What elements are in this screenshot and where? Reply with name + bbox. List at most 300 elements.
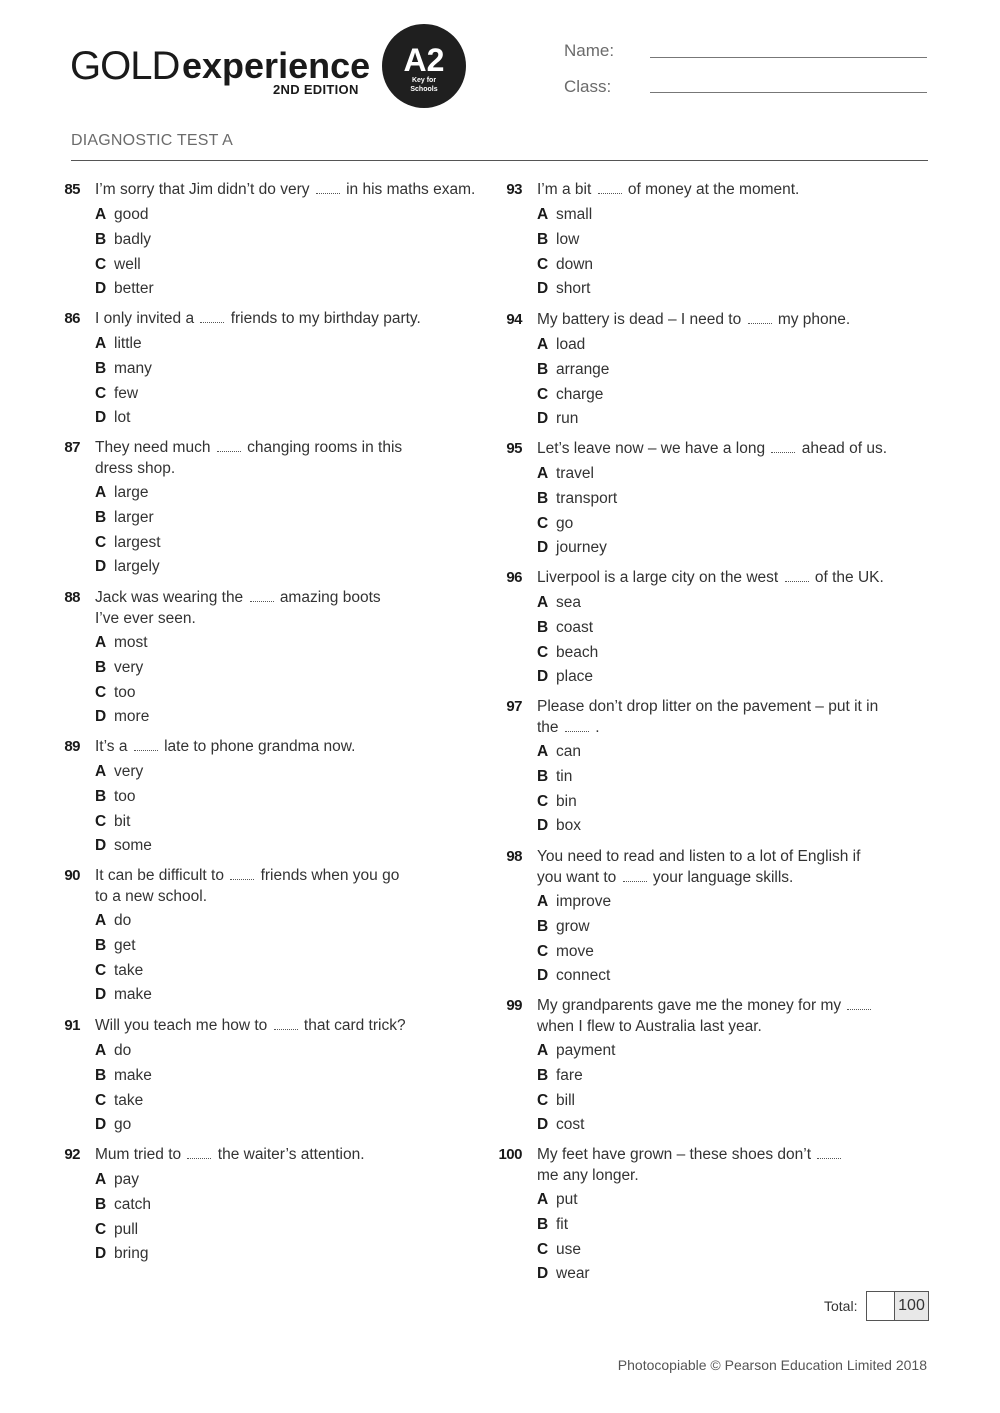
question-text-after: friends to my birthday party. xyxy=(230,310,421,327)
option-letter: C xyxy=(95,961,107,979)
option-letter: C xyxy=(537,514,549,532)
option-letter: D xyxy=(95,280,107,298)
question-text xyxy=(95,309,490,330)
answer-blank[interactable] xyxy=(134,738,158,751)
option-letter: C xyxy=(537,255,549,273)
question-number: 93 xyxy=(506,181,522,198)
question-number: 94 xyxy=(506,311,522,328)
option-letter: C xyxy=(95,812,107,830)
question-85 xyxy=(0,180,500,310)
option-text: bill xyxy=(556,1091,575,1109)
question-89 xyxy=(0,737,500,867)
question-text xyxy=(537,697,932,738)
edition-label: 2ND EDITION xyxy=(273,82,359,97)
option-letter: B xyxy=(95,359,107,377)
answer-blank[interactable] xyxy=(565,719,589,732)
option-letter: C xyxy=(95,255,107,273)
question-text-before: You need to read and listen to a lot of English if xyxy=(537,848,861,865)
question-text xyxy=(95,1016,490,1037)
question-text-after: changing rooms in this xyxy=(247,439,403,456)
option-d[interactable] xyxy=(537,667,593,687)
option-letter: D xyxy=(537,1116,549,1134)
question-text-after: in his maths exam. xyxy=(346,181,476,198)
option-text: take xyxy=(114,961,144,979)
option-a[interactable] xyxy=(537,1041,615,1061)
question-text-line2: when I flew to Australia last year. xyxy=(537,1017,762,1035)
question-number: 86 xyxy=(64,310,80,327)
option-c[interactable] xyxy=(95,533,161,553)
question-97 xyxy=(442,697,942,835)
option-letter: C xyxy=(537,385,549,403)
logo-experience-text: experience xyxy=(182,45,371,86)
question-text-after: that card trick? xyxy=(303,1017,406,1034)
option-letter: D xyxy=(95,986,107,1004)
question-text-before: Will you teach me how to xyxy=(95,1017,268,1034)
option-letter: A xyxy=(537,743,549,760)
option-c[interactable] xyxy=(537,514,573,534)
option-text: do xyxy=(114,1042,132,1059)
option-a[interactable] xyxy=(537,892,611,912)
option-text: pull xyxy=(114,1220,139,1238)
question-number: 88 xyxy=(64,589,80,606)
option-text: most xyxy=(114,634,148,651)
option-text: transport xyxy=(556,489,618,507)
option-text: do xyxy=(114,912,132,929)
option-a[interactable] xyxy=(95,1170,139,1190)
option-c[interactable] xyxy=(95,812,130,832)
option-text: box xyxy=(556,817,581,835)
option-a[interactable] xyxy=(537,593,581,613)
option-letter: C xyxy=(537,942,549,960)
question-text-after: friends when you go xyxy=(260,867,400,884)
option-b[interactable] xyxy=(537,489,617,509)
question-text-after: the waiter’s attention. xyxy=(217,1146,365,1163)
answer-blank[interactable] xyxy=(200,310,224,323)
option-text: well xyxy=(114,255,141,273)
question-text-line2-before: you want to xyxy=(537,868,617,886)
option-d[interactable] xyxy=(95,557,160,577)
option-a[interactable] xyxy=(537,335,585,355)
question-90 xyxy=(0,866,500,1004)
question-text xyxy=(537,180,932,201)
answer-blank[interactable] xyxy=(187,1146,211,1159)
question-text-before: Mum tried to xyxy=(95,1146,182,1163)
option-b[interactable] xyxy=(537,230,579,250)
option-letter: A xyxy=(95,1171,107,1188)
option-text: too xyxy=(114,683,136,701)
option-a[interactable] xyxy=(95,205,148,225)
option-c[interactable] xyxy=(95,1091,143,1111)
question-text-before: I only invited a xyxy=(95,310,195,327)
option-d[interactable] xyxy=(537,966,610,986)
answer-blank[interactable] xyxy=(316,181,340,194)
question-86 xyxy=(0,309,500,439)
question-text-before: They need much xyxy=(95,439,211,456)
question-95 xyxy=(442,439,942,569)
question-text-line2-after: . xyxy=(595,718,600,736)
option-letter: D xyxy=(95,837,107,855)
answer-blank[interactable] xyxy=(274,1017,298,1030)
question-text-before: It’s a xyxy=(95,738,128,755)
option-letter: B xyxy=(537,618,549,636)
question-text-line2-before: the xyxy=(537,718,559,736)
question-93 xyxy=(442,180,942,310)
option-b[interactable] xyxy=(537,1215,568,1235)
option-letter: C xyxy=(95,1220,107,1238)
name-field[interactable] xyxy=(650,57,927,58)
option-letter: D xyxy=(95,1116,107,1134)
total-label: Total: xyxy=(824,1298,858,1314)
option-text: take xyxy=(114,1091,144,1109)
option-text: connect xyxy=(556,967,611,985)
badge-sub-2: Schools xyxy=(410,86,438,93)
total-box xyxy=(866,1291,929,1321)
option-text: more xyxy=(114,708,150,726)
option-d[interactable] xyxy=(95,1244,148,1264)
option-d[interactable] xyxy=(95,836,152,856)
question-text-line2-after: your language skills. xyxy=(652,868,794,886)
option-text: coast xyxy=(556,618,594,636)
question-text xyxy=(537,310,932,331)
option-letter: A xyxy=(537,1191,549,1208)
badge-level: A2 xyxy=(403,42,445,78)
question-text xyxy=(537,439,932,460)
option-letter: B xyxy=(537,1215,549,1233)
option-b[interactable] xyxy=(95,787,136,807)
copyright-footer: Photocopiable © Pearson Education Limited 2018 xyxy=(617,1357,927,1373)
option-b[interactable] xyxy=(537,360,609,380)
option-letter: D xyxy=(537,817,549,835)
question-text xyxy=(95,737,490,758)
option-letter: D xyxy=(95,708,107,726)
option-b[interactable] xyxy=(537,917,590,937)
question-99 xyxy=(442,996,942,1134)
answer-blank[interactable] xyxy=(785,569,809,582)
question-number: 96 xyxy=(506,569,522,586)
option-text: some xyxy=(114,837,152,855)
option-letter: C xyxy=(537,1240,549,1258)
option-text: grow xyxy=(556,917,590,935)
answer-blank[interactable] xyxy=(217,439,241,452)
option-letter: D xyxy=(537,280,549,298)
option-text: travel xyxy=(556,465,594,482)
option-text: can xyxy=(556,743,581,760)
answer-blank[interactable] xyxy=(623,869,647,882)
option-d[interactable] xyxy=(537,538,607,558)
question-text-line2: dress shop. xyxy=(95,459,176,477)
option-text: badly xyxy=(114,230,152,248)
option-letter: A xyxy=(95,763,107,780)
option-a[interactable] xyxy=(95,633,148,653)
question-text-before: Please don’t drop litter on the pavement – put it in xyxy=(537,698,879,715)
option-d[interactable] xyxy=(537,816,581,836)
question-text-line2: I’ve ever seen. xyxy=(95,609,196,627)
option-c[interactable] xyxy=(95,255,141,275)
question-text-before: Let’s leave now – we have a long xyxy=(537,440,766,457)
option-letter: B xyxy=(95,1066,107,1084)
option-letter: D xyxy=(95,409,107,427)
option-d[interactable] xyxy=(95,279,154,299)
option-text: better xyxy=(114,280,154,298)
option-text: bin xyxy=(556,792,577,810)
option-letter: B xyxy=(95,508,107,526)
option-d[interactable] xyxy=(95,707,149,727)
question-text xyxy=(95,1145,490,1166)
question-text-before: My battery is dead – I need to xyxy=(537,311,742,328)
option-letter: B xyxy=(95,230,107,248)
option-text: fit xyxy=(556,1215,569,1233)
option-b[interactable] xyxy=(95,230,151,250)
header-divider xyxy=(71,160,928,161)
test-title: DIAGNOSTIC TEST A xyxy=(71,132,233,149)
option-d[interactable] xyxy=(537,409,578,429)
option-letter: C xyxy=(537,792,549,810)
option-text: largest xyxy=(114,533,161,551)
option-c[interactable] xyxy=(95,1220,138,1240)
option-text: make xyxy=(114,1066,152,1084)
option-text: put xyxy=(556,1191,578,1208)
option-text: larger xyxy=(114,508,154,526)
option-letter: B xyxy=(537,917,549,935)
option-letter: C xyxy=(95,1091,107,1109)
option-text: down xyxy=(556,255,594,273)
option-text: cost xyxy=(556,1116,585,1134)
question-text xyxy=(95,866,490,907)
option-letter: A xyxy=(537,594,549,611)
option-text: very xyxy=(114,658,144,676)
total-max: 100 xyxy=(895,1292,928,1320)
question-number: 89 xyxy=(64,738,80,755)
option-b[interactable] xyxy=(537,767,572,787)
option-c[interactable] xyxy=(537,1091,575,1111)
option-text: beach xyxy=(556,643,599,661)
option-b[interactable] xyxy=(95,508,154,528)
option-letter: B xyxy=(95,936,107,954)
question-text-after: my phone. xyxy=(777,311,851,328)
option-letter: A xyxy=(537,1042,549,1059)
option-c[interactable] xyxy=(537,385,603,405)
question-92 xyxy=(0,1145,500,1275)
level-badge xyxy=(382,24,466,108)
option-d[interactable] xyxy=(537,279,590,299)
option-text: journey xyxy=(556,539,607,557)
question-text-before: Jack was wearing the xyxy=(95,589,244,606)
option-c[interactable] xyxy=(95,384,138,404)
question-number: 87 xyxy=(64,439,80,456)
question-text xyxy=(95,438,490,479)
option-letter: A xyxy=(95,335,107,352)
question-text-before: I’m sorry that Jim didn’t do very xyxy=(95,181,310,198)
option-c[interactable] xyxy=(95,683,136,703)
option-c[interactable] xyxy=(537,942,594,962)
answer-blank[interactable] xyxy=(847,997,871,1010)
answer-blank[interactable] xyxy=(598,181,622,194)
option-text: sea xyxy=(556,594,581,611)
question-text-line2: to a new school. xyxy=(95,887,208,905)
option-letter: C xyxy=(95,384,107,402)
option-a[interactable] xyxy=(537,464,594,484)
answer-blank[interactable] xyxy=(817,1146,841,1159)
option-text: largely xyxy=(114,558,160,576)
option-text: too xyxy=(114,787,136,805)
option-text: make xyxy=(114,986,152,1004)
question-number: 90 xyxy=(64,867,80,884)
question-number: 97 xyxy=(506,698,522,715)
option-text: move xyxy=(556,942,594,960)
option-a[interactable] xyxy=(95,334,142,354)
question-text-after: of the UK. xyxy=(814,569,884,586)
option-text: improve xyxy=(556,893,612,910)
option-letter: D xyxy=(537,410,549,428)
badge-sub-1: Key for xyxy=(411,77,437,84)
question-number: 85 xyxy=(64,181,80,198)
total-score-field[interactable] xyxy=(867,1292,895,1320)
option-letter: D xyxy=(537,668,549,686)
option-text: good xyxy=(114,206,149,223)
question-number: 98 xyxy=(506,848,522,865)
answer-blank[interactable] xyxy=(771,440,795,453)
question-text-before: My grandparents gave me the money for my xyxy=(537,997,842,1014)
option-text: get xyxy=(114,936,136,954)
option-text: tin xyxy=(556,767,573,785)
question-number: 100 xyxy=(498,1146,522,1163)
option-a[interactable] xyxy=(95,911,131,931)
option-text: run xyxy=(556,410,579,428)
option-letter: B xyxy=(95,787,107,805)
option-d[interactable] xyxy=(537,1115,584,1135)
option-b[interactable] xyxy=(95,936,136,956)
option-text: lot xyxy=(114,409,131,427)
option-text: payment xyxy=(556,1042,616,1059)
question-text-after: amazing boots xyxy=(279,589,381,606)
option-b[interactable] xyxy=(95,359,152,379)
option-text: large xyxy=(114,484,149,501)
option-text: fare xyxy=(556,1066,583,1084)
option-letter: A xyxy=(95,206,107,223)
option-a[interactable] xyxy=(537,1190,578,1210)
question-87 xyxy=(0,438,500,576)
option-c[interactable] xyxy=(537,643,598,663)
question-number: 92 xyxy=(64,1146,80,1163)
question-text-after: late to phone grandma now. xyxy=(164,738,356,755)
question-text-after: of money at the moment. xyxy=(627,181,800,198)
option-letter: C xyxy=(95,683,107,701)
question-100 xyxy=(442,1145,942,1283)
option-letter: D xyxy=(537,1265,549,1283)
option-letter: D xyxy=(537,539,549,557)
option-letter: A xyxy=(95,634,107,651)
option-text: wear xyxy=(556,1265,590,1283)
question-text-after: ahead of us. xyxy=(801,440,888,457)
option-letter: C xyxy=(95,533,107,551)
option-c[interactable] xyxy=(537,1240,581,1260)
option-letter: C xyxy=(537,1091,549,1109)
option-letter: A xyxy=(537,336,549,353)
question-98 xyxy=(442,847,942,985)
class-field[interactable] xyxy=(650,92,927,93)
option-b[interactable] xyxy=(95,1195,151,1215)
option-text: go xyxy=(114,1116,132,1134)
option-letter: B xyxy=(95,1195,107,1213)
class-label: Class: xyxy=(564,77,612,96)
option-letter: B xyxy=(537,1066,549,1084)
option-text: charge xyxy=(556,385,604,403)
answer-blank[interactable] xyxy=(230,867,254,880)
option-text: little xyxy=(114,335,142,352)
option-letter: D xyxy=(95,558,107,576)
option-b[interactable] xyxy=(95,1066,152,1086)
logo-gold-text: GOLD xyxy=(70,44,180,88)
question-text xyxy=(537,568,932,589)
question-text xyxy=(95,588,490,629)
option-a[interactable] xyxy=(95,1041,131,1061)
question-96 xyxy=(442,568,942,698)
option-c[interactable] xyxy=(95,961,143,981)
option-letter: B xyxy=(95,658,107,676)
option-letter: A xyxy=(95,1042,107,1059)
option-a[interactable] xyxy=(95,483,148,503)
option-b[interactable] xyxy=(537,618,593,638)
option-a[interactable] xyxy=(95,762,143,782)
option-text: pay xyxy=(114,1171,139,1188)
option-d[interactable] xyxy=(95,985,152,1005)
question-text-before: It can be difficult to xyxy=(95,867,224,884)
option-text: catch xyxy=(114,1195,152,1213)
option-text: low xyxy=(556,230,580,248)
question-88 xyxy=(0,588,500,726)
question-number: 99 xyxy=(506,997,522,1014)
option-c[interactable] xyxy=(537,255,593,275)
option-d[interactable] xyxy=(537,1264,590,1284)
question-91 xyxy=(0,1016,500,1146)
question-text-line2: me any longer. xyxy=(537,1166,639,1184)
option-text: go xyxy=(556,514,574,532)
answer-blank[interactable] xyxy=(748,311,772,324)
question-text-before: I’m a bit xyxy=(537,181,592,198)
option-letter: A xyxy=(537,465,549,482)
option-text: very xyxy=(114,763,144,780)
option-text: small xyxy=(556,206,593,223)
question-number: 91 xyxy=(64,1017,80,1034)
option-letter: D xyxy=(95,1245,107,1263)
question-number: 95 xyxy=(506,440,522,457)
question-text xyxy=(95,180,490,201)
option-b[interactable] xyxy=(95,658,143,678)
option-text: many xyxy=(114,359,152,377)
name-label: Name: xyxy=(564,41,615,60)
option-letter: B xyxy=(537,489,549,507)
option-text: few xyxy=(114,384,139,402)
option-a[interactable] xyxy=(537,205,592,225)
answer-blank[interactable] xyxy=(250,589,274,602)
option-text: use xyxy=(556,1240,581,1258)
option-a[interactable] xyxy=(537,742,581,762)
option-d[interactable] xyxy=(95,1115,131,1135)
option-d[interactable] xyxy=(95,408,130,428)
option-text: arrange xyxy=(556,360,610,378)
option-b[interactable] xyxy=(537,1066,583,1086)
question-text xyxy=(537,847,932,888)
option-text: short xyxy=(556,280,591,298)
option-text: load xyxy=(556,336,586,353)
option-c[interactable] xyxy=(537,792,577,812)
option-letter: A xyxy=(95,484,107,501)
option-letter: C xyxy=(537,643,549,661)
question-text-before: Liverpool is a large city on the west xyxy=(537,569,779,586)
option-text: bit xyxy=(114,812,131,830)
option-text: bring xyxy=(114,1245,149,1263)
question-text xyxy=(537,1145,932,1186)
